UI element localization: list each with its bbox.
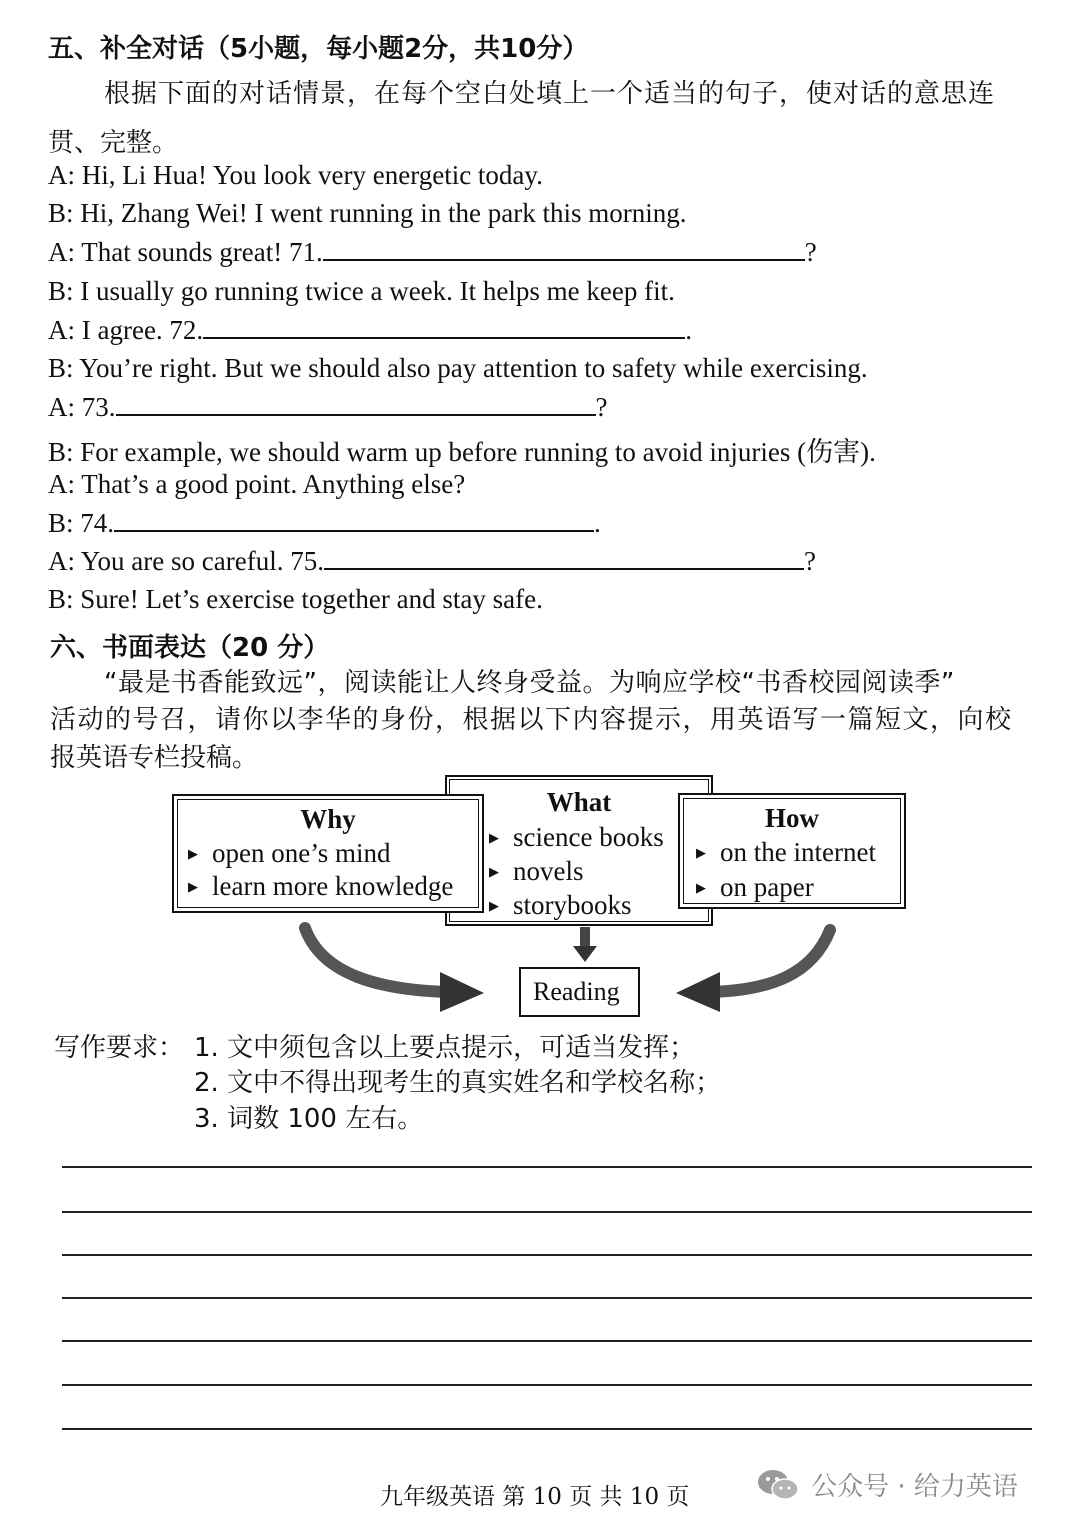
section5-instruction-line2: 贯、完整。 — [48, 128, 179, 158]
writing-line[interactable] — [62, 1384, 1032, 1386]
bullet-icon: ▶ — [188, 846, 198, 861]
dialogue-text: A: I agree. 72. — [48, 315, 204, 345]
requirements-label: 写作要求： — [54, 1033, 185, 1063]
why-box-title: Why — [300, 804, 356, 834]
how-item-2-label: on paper — [720, 872, 814, 902]
section6-heading: 六、书面表达（20 分） — [50, 633, 330, 663]
dialogue-line-12: B: Sure! Let’s exercise together and stay safe. — [48, 584, 543, 614]
how-box-title: How — [765, 803, 819, 833]
wechat-icon — [756, 1467, 800, 1503]
bullet-icon: ▶ — [696, 880, 706, 895]
dialogue-line-6: B: You’re right. But we should also pay attention to safety while exercising. — [48, 353, 868, 383]
what-item-2-label: novels — [513, 856, 584, 886]
dialogue-line-9: A: That’s a good point. Anything else? — [48, 469, 466, 499]
writing-line[interactable] — [62, 1166, 1032, 1168]
writing-line[interactable] — [62, 1340, 1032, 1342]
dialogue-end-mark: . — [594, 508, 601, 538]
section6-prompt-line2: 活动的号召，请你以李华的身份，根据以下内容提示，用英语写一篇短文，向校 — [50, 705, 1013, 735]
right-curved-arrow-icon — [676, 930, 830, 1012]
dialogue-text: A: 73. — [48, 392, 116, 422]
what-box-title: What — [546, 787, 612, 817]
what-item-1-label: science books — [513, 822, 664, 852]
dialogue-text: A: That sounds great! 71. — [48, 237, 323, 267]
bullet-icon: ▶ — [188, 879, 198, 894]
reading-label: Reading — [533, 977, 620, 1006]
dialogue-line-2: B: Hi, Zhang Wei! I went running in the park this morning. — [48, 198, 687, 228]
dialogue-line-4: B: I usually go running twice a week. It helps me keep fit. — [48, 276, 675, 306]
dialogue-text: A: You are so careful. 75. — [48, 546, 324, 576]
section6-prompt-line3: 报英语专栏投稿。 — [50, 743, 259, 773]
requirement-2: 2. 文中不得出现考生的真实姓名和学校名称； — [194, 1068, 722, 1098]
dialogue-end-mark: ? — [595, 392, 608, 422]
dialogue-line-8: B: For example, we should warm up before running to avoid injuries (伤害). — [48, 437, 876, 467]
left-curved-arrow-icon — [305, 928, 484, 1012]
wechat-watermark — [756, 1466, 1018, 1503]
page-footer: 九年级英语 第 10 页 共 10 页 — [380, 1484, 690, 1510]
requirement-1: 1. 文中须包含以上要点提示，可适当发挥； — [194, 1033, 696, 1063]
dialogue-text: B: 74. — [48, 508, 115, 538]
why-item-2-label: learn more knowledge — [212, 871, 454, 901]
dialogue-end-mark: ? — [803, 546, 816, 576]
writing-line[interactable] — [62, 1428, 1032, 1430]
bullet-icon: ▶ — [489, 898, 499, 913]
bullet-icon: ▶ — [489, 830, 499, 845]
dialogue-end-mark: . — [685, 315, 692, 345]
writing-line[interactable] — [62, 1211, 1032, 1213]
section6-prompt-line1: “最是书香能致远”，阅读能让人终身受益。为响应学校“书香校园阅读季” — [104, 668, 955, 698]
watermark-text: 公众号 · 给力英语 — [811, 1472, 1018, 1502]
bullet-icon: ▶ — [696, 845, 706, 860]
down-arrow-icon — [573, 927, 597, 962]
section5-instruction-line1: 根据下面的对话情景，在每个空白处填上一个适当的句子，使对话的意思连 — [104, 79, 996, 109]
why-item-1-label: open one’s mind — [212, 838, 391, 868]
dialogue-line-1: A: Hi, Li Hua! You look very energetic today. — [48, 160, 543, 190]
writing-line[interactable] — [62, 1297, 1032, 1299]
bullet-icon: ▶ — [489, 864, 499, 879]
how-item-1-label: on the internet — [720, 837, 876, 867]
writing-line[interactable] — [62, 1254, 1032, 1256]
requirement-3: 3. 词数 100 左右。 — [194, 1104, 424, 1134]
what-item-3-label: storybooks — [513, 890, 632, 920]
section5-heading: 五、补全对话（5小题，每小题2分，共10分） — [48, 34, 589, 64]
dialogue-end-mark: ? — [804, 237, 817, 267]
